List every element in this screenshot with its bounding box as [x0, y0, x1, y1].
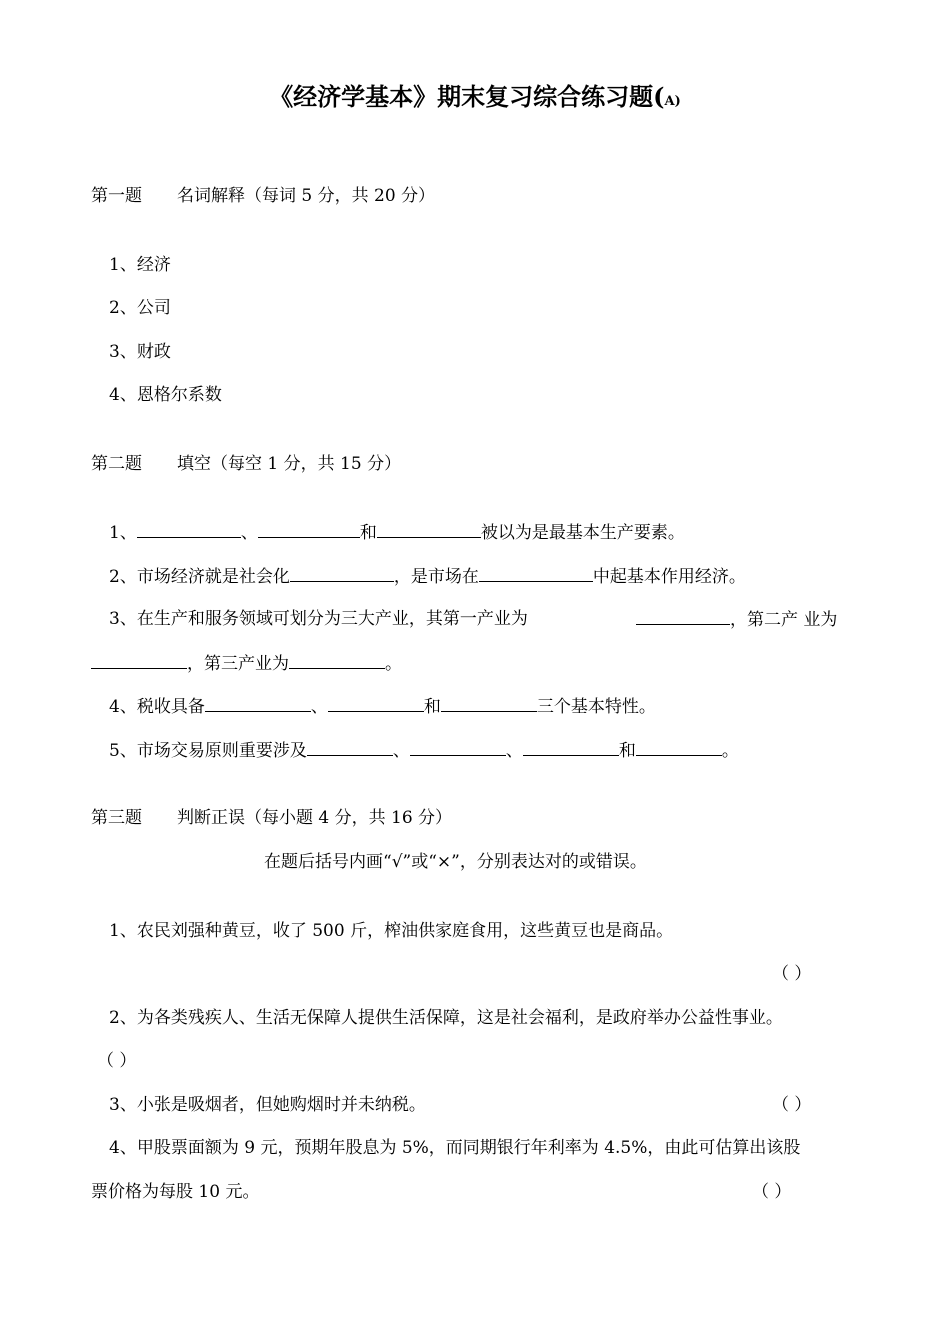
blank — [377, 521, 481, 538]
fill-text: 中起基本作用经济。 — [592, 567, 746, 587]
section-2-header — [91, 453, 401, 475]
section-label: 第三题 — [91, 808, 142, 828]
fill-item-3-cont — [636, 608, 837, 631]
fill-text: 2、市场经济就是社会化 — [109, 567, 290, 587]
fill-item-4 — [109, 695, 656, 718]
fill-text: 、 — [310, 697, 328, 717]
list-item: 2、公司 — [109, 298, 171, 318]
section-1-header — [91, 185, 435, 207]
blank — [307, 739, 393, 756]
section-3-header — [91, 807, 452, 829]
list-item: 3、财政 — [109, 342, 171, 362]
answer-paren: （ ） — [772, 964, 812, 984]
fill-text: ，是市场在 — [393, 567, 479, 587]
fill-item-1 — [109, 521, 685, 544]
blank — [636, 739, 722, 756]
blank — [258, 521, 360, 538]
section-label: 第一题 — [91, 186, 142, 206]
fill-item-3-line2 — [91, 652, 402, 675]
fill-text: 和 — [359, 523, 377, 543]
list-item: 4、恩格尔系数 — [109, 385, 222, 405]
fill-text: ，第三产业为 — [187, 654, 289, 674]
section-heading: 判断正误（每小题 4 分，共 16 分） — [177, 808, 453, 828]
title-main: 《经济学基本》期末复习综合练习题( — [269, 82, 665, 111]
answer-paren: （ ） — [97, 1051, 137, 1071]
blank — [205, 695, 311, 712]
fill-text: 4、税收具备 — [109, 697, 205, 717]
blank — [91, 652, 187, 669]
section-heading: 名词解释（每词 5 分，共 20 分） — [177, 186, 436, 206]
blank — [137, 521, 241, 538]
fill-text: 、 — [392, 741, 410, 761]
fill-text: 1、 — [109, 523, 137, 543]
title-suffix: A) — [664, 94, 681, 109]
instruction: 在题后括号内画“√”或“×”，分别表达对的或错误。 — [264, 852, 647, 872]
fill-text: 3、在生产和服务领域可划分为三大产业，其第一产业为 — [109, 609, 528, 629]
page-title — [0, 82, 950, 117]
section-heading: 填空（每空 1 分，共 15 分） — [177, 454, 402, 474]
list-item: 2、为各类残疾人、生活无保障人提供生活保障，这是社会福利，是政府举办公益性事业。 — [109, 1008, 783, 1028]
list-item: 4、甲股票面额为 9 元，预期年股息为 5%，而同期银行年利率为 4.5%，由此可估算出该股 — [109, 1138, 801, 1158]
blank — [410, 739, 506, 756]
fill-text: 被以为是最基本生产要素。 — [480, 523, 685, 543]
blank — [290, 565, 394, 582]
list-item: 1、经济 — [109, 255, 171, 275]
fill-text: ，第二产 业为 — [730, 610, 838, 630]
fill-item-3 — [109, 608, 528, 630]
blank — [328, 695, 424, 712]
list-item: 3、小张是吸烟者，但她购烟时并未纳税。 — [109, 1095, 426, 1115]
fill-text: 和 — [423, 697, 441, 717]
fill-text: 。 — [721, 741, 739, 761]
fill-item-5 — [109, 739, 739, 762]
answer-paren: （ ） — [772, 1095, 812, 1115]
blank — [523, 739, 619, 756]
answer-paren: （ ） — [752, 1182, 792, 1202]
fill-text: 三个基本特性。 — [536, 697, 656, 717]
list-item: 1、农民刘强种黄豆，收了 500 斤，榨油供家庭食用，这些黄豆也是商品。 — [109, 921, 674, 941]
fill-text: 。 — [385, 654, 402, 674]
fill-item-2 — [109, 565, 746, 588]
blank — [636, 608, 730, 625]
fill-text: 、 — [240, 523, 258, 543]
fill-text: 和 — [618, 741, 636, 761]
section-label: 第二题 — [91, 454, 142, 474]
blank — [479, 565, 593, 582]
fill-text: 、 — [505, 741, 523, 761]
list-item: 票价格为每股 10 元。 — [91, 1182, 260, 1202]
fill-text: 5、市场交易原则重要涉及 — [109, 741, 307, 761]
blank — [289, 652, 385, 669]
blank — [441, 695, 537, 712]
